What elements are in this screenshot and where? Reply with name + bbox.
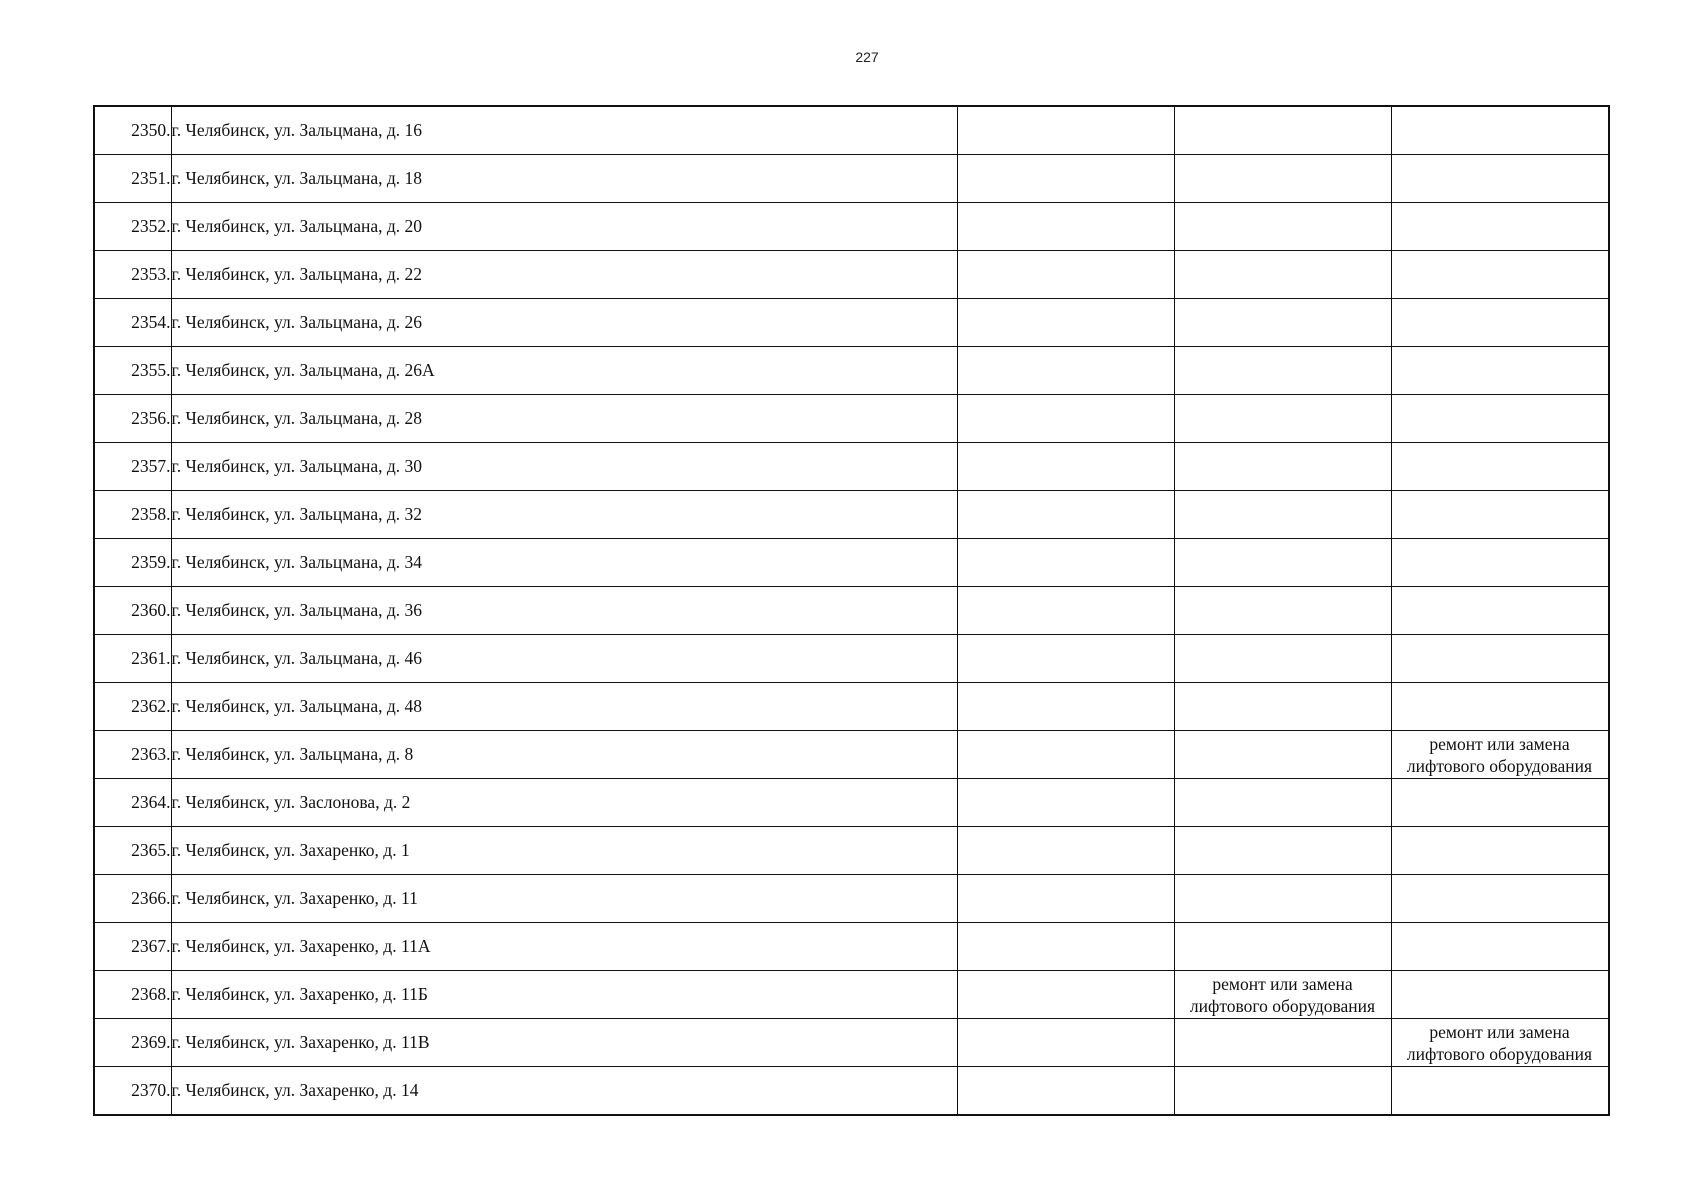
work-cell-col3 <box>957 683 1174 731</box>
work-cell-col3 <box>957 443 1174 491</box>
work-cell-col4 <box>1174 203 1391 251</box>
table-row <box>94 491 1609 539</box>
work-cell-col5 <box>1391 587 1609 635</box>
table-row <box>94 106 1609 155</box>
table-row <box>94 251 1609 299</box>
work-cell-col4 <box>1174 731 1391 779</box>
row-number-cell: 2368. <box>94 971 171 1019</box>
table-row <box>94 1067 1609 1116</box>
table-row <box>94 731 1609 779</box>
work-cell-col5 <box>1391 539 1609 587</box>
work-cell-col4 <box>1174 1067 1391 1116</box>
row-number-cell: 2357. <box>94 443 171 491</box>
address-cell: г. Челябинск, ул. Захаренко, д. 14 <box>171 1067 957 1116</box>
table-row <box>94 443 1609 491</box>
table-row <box>94 539 1609 587</box>
table-row <box>94 299 1609 347</box>
row-number-cell: 2365. <box>94 827 171 875</box>
work-cell-col5 <box>1391 971 1609 1019</box>
work-cell-col3 <box>957 875 1174 923</box>
table-row <box>94 779 1609 827</box>
address-cell: г. Челябинск, ул. Зальцмана, д. 30 <box>171 443 957 491</box>
row-number-cell: 2350. <box>94 106 171 155</box>
table-row <box>94 971 1609 1019</box>
work-cell-col4 <box>1174 875 1391 923</box>
address-cell: г. Челябинск, ул. Зальцмана, д. 28 <box>171 395 957 443</box>
row-number-cell: 2352. <box>94 203 171 251</box>
row-number-cell: 2353. <box>94 251 171 299</box>
address-cell: г. Челябинск, ул. Заслонова, д. 2 <box>171 779 957 827</box>
row-number-cell: 2366. <box>94 875 171 923</box>
work-cell-col4 <box>1174 779 1391 827</box>
table-row <box>94 587 1609 635</box>
table-body <box>94 106 1609 1115</box>
address-cell: г. Челябинск, ул. Зальцмана, д. 22 <box>171 251 957 299</box>
work-cell-col4 <box>1174 491 1391 539</box>
row-number-cell: 2367. <box>94 923 171 971</box>
work-cell-col5 <box>1391 683 1609 731</box>
address-cell: г. Челябинск, ул. Захаренко, д. 1 <box>171 827 957 875</box>
work-cell-col4 <box>1174 1019 1391 1067</box>
address-cell: г. Челябинск, ул. Зальцмана, д. 18 <box>171 155 957 203</box>
work-cell-col5 <box>1391 299 1609 347</box>
work-cell-col3 <box>957 635 1174 683</box>
row-number-cell: 2369. <box>94 1019 171 1067</box>
row-number-cell: 2358. <box>94 491 171 539</box>
work-cell-col3 <box>957 347 1174 395</box>
address-cell: г. Челябинск, ул. Захаренко, д. 11 <box>171 875 957 923</box>
work-cell-col5 <box>1391 875 1609 923</box>
address-cell: г. Челябинск, ул. Зальцмана, д. 36 <box>171 587 957 635</box>
work-cell-col5 <box>1391 155 1609 203</box>
row-number-cell: 2355. <box>94 347 171 395</box>
work-cell-col5 <box>1391 395 1609 443</box>
work-cell-col5 <box>1391 251 1609 299</box>
work-cell-col3 <box>957 539 1174 587</box>
address-cell: г. Челябинск, ул. Зальцмана, д. 34 <box>171 539 957 587</box>
table-row <box>94 923 1609 971</box>
work-cell-col3 <box>957 299 1174 347</box>
work-cell-col3 <box>957 587 1174 635</box>
work-cell-col5 <box>1391 347 1609 395</box>
work-cell-col5 <box>1391 635 1609 683</box>
address-cell: г. Челябинск, ул. Захаренко, д. 11А <box>171 923 957 971</box>
table-row <box>94 1019 1609 1067</box>
row-number-cell: 2362. <box>94 683 171 731</box>
work-cell-col5 <box>1391 106 1609 155</box>
work-cell-col5 <box>1391 491 1609 539</box>
work-cell-col4 <box>1174 106 1391 155</box>
table-row <box>94 827 1609 875</box>
work-cell-col4 <box>1174 587 1391 635</box>
work-cell-col5 <box>1391 779 1609 827</box>
row-number-cell: 2361. <box>94 635 171 683</box>
work-cell-col4 <box>1174 251 1391 299</box>
work-cell-col3 <box>957 1067 1174 1116</box>
address-cell: г. Челябинск, ул. Зальцмана, д. 46 <box>171 635 957 683</box>
work-cell-col4 <box>1174 827 1391 875</box>
address-cell: г. Челябинск, ул. Зальцмана, д. 20 <box>171 203 957 251</box>
row-number-cell: 2370. <box>94 1067 171 1116</box>
work-cell-col4 <box>1174 155 1391 203</box>
work-cell-col4 <box>1174 443 1391 491</box>
address-table <box>93 105 1610 1116</box>
address-cell: г. Челябинск, ул. Зальцмана, д. 16 <box>171 106 957 155</box>
work-cell-col3 <box>957 971 1174 1019</box>
work-cell-col3 <box>957 1019 1174 1067</box>
table-row <box>94 635 1609 683</box>
work-cell-col5: ремонт или замена лифтового оборудования <box>1391 1019 1609 1067</box>
work-cell-col3 <box>957 779 1174 827</box>
table-row <box>94 347 1609 395</box>
page-number: 227 <box>855 49 879 65</box>
address-cell: г. Челябинск, ул. Захаренко, д. 11В <box>171 1019 957 1067</box>
table-row <box>94 155 1609 203</box>
work-cell-col4 <box>1174 635 1391 683</box>
address-cell: г. Челябинск, ул. Зальцмана, д. 32 <box>171 491 957 539</box>
work-cell-col3 <box>957 491 1174 539</box>
work-cell-col4: ремонт или замена лифтового оборудования <box>1174 971 1391 1019</box>
row-number-cell: 2359. <box>94 539 171 587</box>
work-cell-col4 <box>1174 683 1391 731</box>
work-cell-col5 <box>1391 923 1609 971</box>
work-cell-col3 <box>957 251 1174 299</box>
work-cell-col3 <box>957 155 1174 203</box>
address-cell: г. Челябинск, ул. Захаренко, д. 11Б <box>171 971 957 1019</box>
table-row <box>94 203 1609 251</box>
work-cell-col3 <box>957 827 1174 875</box>
row-number-cell: 2363. <box>94 731 171 779</box>
row-number-cell: 2360. <box>94 587 171 635</box>
work-cell-col5 <box>1391 203 1609 251</box>
table-row <box>94 875 1609 923</box>
work-cell-col3 <box>957 106 1174 155</box>
address-cell: г. Челябинск, ул. Зальцмана, д. 26А <box>171 347 957 395</box>
table-row <box>94 683 1609 731</box>
work-cell-col4 <box>1174 539 1391 587</box>
work-cell-col3 <box>957 203 1174 251</box>
work-cell-col3 <box>957 923 1174 971</box>
work-cell-col3 <box>957 395 1174 443</box>
row-number-cell: 2351. <box>94 155 171 203</box>
work-cell-col5 <box>1391 827 1609 875</box>
work-cell-col4 <box>1174 299 1391 347</box>
work-cell-col4 <box>1174 395 1391 443</box>
work-cell-col5: ремонт или замена лифтового оборудования <box>1391 731 1609 779</box>
work-cell-col5 <box>1391 443 1609 491</box>
work-cell-col4 <box>1174 923 1391 971</box>
work-cell-col3 <box>957 731 1174 779</box>
work-cell-col5 <box>1391 1067 1609 1116</box>
address-cell: г. Челябинск, ул. Зальцмана, д. 48 <box>171 683 957 731</box>
table-row <box>94 395 1609 443</box>
address-cell: г. Челябинск, ул. Зальцмана, д. 8 <box>171 731 957 779</box>
row-number-cell: 2354. <box>94 299 171 347</box>
row-number-cell: 2356. <box>94 395 171 443</box>
address-cell: г. Челябинск, ул. Зальцмана, д. 26 <box>171 299 957 347</box>
row-number-cell: 2364. <box>94 779 171 827</box>
work-cell-col4 <box>1174 347 1391 395</box>
